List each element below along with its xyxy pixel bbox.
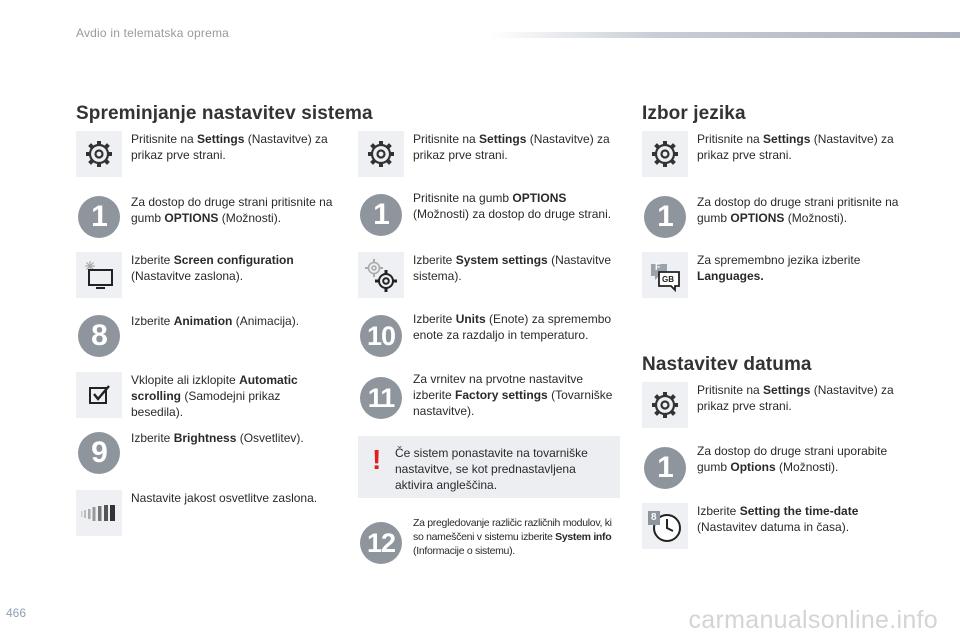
monitor-icon <box>76 252 122 298</box>
gear-icon <box>642 131 688 177</box>
step-text: Izberite Screen configuration (Nastavitve zaslona). <box>131 253 294 283</box>
step-number-badge: 1 <box>644 447 686 489</box>
clock-icon <box>642 503 688 549</box>
step-text: Nastavite jakost osvetlitve zaslona. <box>131 491 318 505</box>
header-decorative-bar <box>490 32 960 38</box>
step-text: Za dostop do druge strani pritisnite na gumb OPTIONS (Možnosti). <box>131 195 333 225</box>
gear-icon <box>642 382 688 428</box>
step-text: Izberite Units (Enote) za spremembo enote za razdaljo in temperaturo. <box>413 312 612 342</box>
step-text: Pritisnite na Settings (Nastavitve) za prikaz prve strani. <box>131 132 328 162</box>
step-text: Izberite System settings (Nastavitve sistema). <box>413 253 612 283</box>
section-title-date: Nastavitev datuma <box>642 354 812 375</box>
step-text: Pritisnite na Settings (Nastavitve) za prikaz prve strani. <box>697 132 894 162</box>
step-number-badge: 10 <box>360 315 402 357</box>
page-number: 466 <box>6 606 27 620</box>
step-number-badge: 8 <box>78 315 120 357</box>
step-text: Vklopite ali izklopite Automatic scrolling (Samodejni prikaz besedila). <box>131 373 298 419</box>
step-text: Za dostop do druge strani uporabite gumb Options (Možnosti). <box>697 444 888 474</box>
step-text: Izberite Animation (Animacija). <box>131 314 300 328</box>
brightness-slider-icon <box>76 490 122 536</box>
language-gb-label: GB <box>662 275 674 284</box>
language-f-label: F <box>655 262 661 272</box>
step-number-badge: 1 <box>644 196 686 238</box>
step-number-badge: 9 <box>78 432 120 474</box>
step-number-badge: 1 <box>360 194 402 236</box>
step-number-badge: 1 <box>78 196 120 238</box>
step-text: Pritisnite na Settings (Nastavitve) za prikaz prve strani. <box>697 383 894 413</box>
language-bubble-icon <box>642 252 688 298</box>
step-text: Za spremembno jezika izberite Languages. <box>697 253 861 283</box>
clock-badge-label: 8 <box>651 512 657 523</box>
step-number-badge: 11 <box>360 377 402 419</box>
gear-icon <box>76 131 122 177</box>
page-header <box>0 0 960 44</box>
step-text: Za pregledovanje različic različnih modulov, ki so nameščeni v sistemu izberite System info (Informacije o sistemu). <box>413 517 612 557</box>
section-title-language: Izbor jezika <box>642 103 746 124</box>
step-text: Pritisnite na gumb OPTIONS (Možnosti) za dostop do druge strani. <box>413 191 612 221</box>
factory-reset-warning <box>358 436 620 498</box>
system-gears-icon <box>358 252 404 298</box>
step-text: Izberite Brightness (Osvetlitev). <box>131 431 304 445</box>
gear-icon <box>358 131 404 177</box>
watermark: carmanualsonline.info <box>688 606 938 634</box>
warning-text: Če sistem ponastavite na tovarniške nastavitve, se kot prednastavljena aktivira angleščina. <box>395 446 588 492</box>
step-number-badge: 12 <box>360 522 402 564</box>
checkbox-icon <box>76 372 122 418</box>
step-text: Za dostop do druge strani pritisnite na gumb OPTIONS (Možnosti). <box>697 195 899 225</box>
step-text: Za vrnitev na prvotne nastavitve izberite Factory settings (Tovarniške nastavitve). <box>413 372 613 418</box>
section-title-system: Spreminjanje nastavitev sistema <box>76 103 373 124</box>
step-text: Pritisnite na Settings (Nastavitve) za prikaz prve strani. <box>413 132 610 162</box>
step-text: Izberite Setting the time-date (Nastavitev datuma in časa). <box>697 504 859 534</box>
header-title: Avdio in telematska oprema <box>76 26 230 40</box>
warning-icon: ! <box>372 444 382 475</box>
